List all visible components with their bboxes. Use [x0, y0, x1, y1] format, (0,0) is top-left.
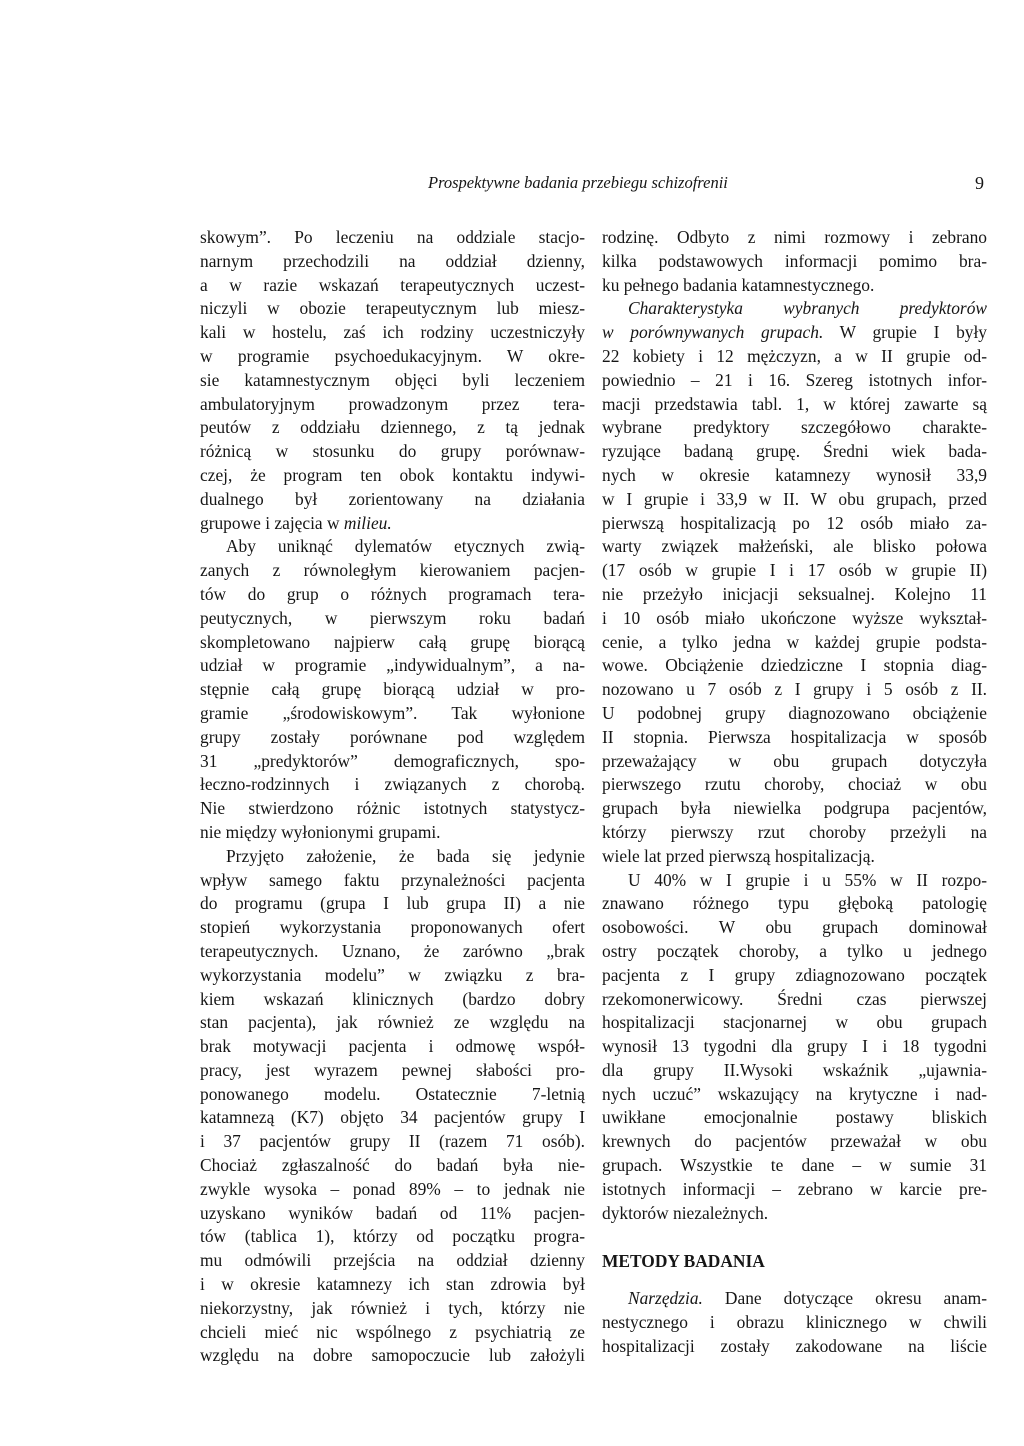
paragraph-start: U 40% w I grupie i u 55% w II rozpo-	[628, 869, 987, 890]
text-line: skompletowano najpierw całą grupę biorącą	[200, 631, 585, 652]
text-line: sie katamnestycznym objęci byli leczeniem	[200, 369, 585, 390]
subsection-title: Narzędzia.	[628, 1288, 703, 1309]
page-number: 9	[975, 173, 984, 193]
text-line: grupach była niewielka podgrupa pacjentów,	[602, 798, 987, 819]
subsection-title: Charakterystyka wybranych predyktorów	[628, 298, 987, 319]
text-line: grupach. Wszystkie te dane – w sumie 31	[602, 1155, 987, 1176]
text-line: dualnego był zorientowany na działania	[200, 488, 585, 509]
text-line: pierwszego rzutu choroby, chociaż w obu	[602, 774, 987, 795]
text-line: w programie psychoedukacyjnym. W okre-	[200, 345, 585, 366]
section-heading: METODY BADANIA	[602, 1251, 765, 1272]
text-line: Chociaż zgłaszalność do badań była nie-	[200, 1155, 585, 1176]
text-line: nestycznego i obrazu klinicznego w chwili	[602, 1312, 987, 1333]
text-line: udział w programie „indywidualnym”, a na-	[200, 655, 585, 676]
text-line	[602, 321, 987, 345]
text-line: do programu (grupa I lub grupa II) a nie	[200, 893, 585, 914]
text-line: i 37 pacjentów grupy II (razem 71 osób).	[200, 1131, 585, 1152]
text-line: uzyskano wyników badań od 11% pacjen-	[200, 1202, 585, 1223]
text-line: Nie stwierdzono różnic istotnych statystycz-	[200, 798, 585, 819]
text-line: niekorzystny, jak również i tych, którzy nie	[200, 1297, 585, 1318]
text-line: II stopnia. Pierwsza hospitalizacja w sposób	[602, 726, 987, 747]
text-line: pacjenta z I grupy zdiagnozowano początek	[602, 964, 987, 985]
text-line: hospitalizacji zostały zakodowane na liście	[602, 1336, 987, 1357]
text-line: powiednio – 21 i 16. Szereg istotnych infor-	[602, 369, 987, 390]
text-line: którzy pierwszy rzut choroby przeżyli na	[602, 821, 987, 842]
text-line: (17 osób w grupie I i 17 osób w grupie II)	[602, 560, 987, 581]
text-line: a w razie wskazań terapeutycznych uczest-	[200, 274, 585, 295]
text-line: wynosił 13 tygodni dla grupy I i 18 tygodni	[602, 1036, 987, 1057]
paragraph-start: Przyjęto założenie, że bada się jedynie	[226, 845, 585, 866]
text-line: mu odmówili przejścia na oddział dzienny	[200, 1250, 585, 1271]
text-line: rodzinę. Odbyto z nimi rozmowy i zebrano	[602, 227, 987, 247]
text-line: wykorzystania modelu” w związku z bra-	[200, 964, 585, 985]
text-line: osobowości. W obu grupach dominował	[602, 917, 987, 938]
text-line: grupy zostały porównane pod względem	[200, 726, 585, 747]
text-line: zwykle wysoka – ponad 89% – to jednak nie	[200, 1178, 585, 1199]
text-line: wybrane predyktory szczegółowo charakte-	[602, 417, 987, 438]
text-line: pierwszą hospitalizacją po 12 osób miało za-	[602, 512, 987, 533]
text-line: cenie, a tylko jedna w każdej grupie podsta-	[602, 631, 987, 652]
italic-term: milieu.	[343, 512, 392, 533]
text-line: istotnych informacji – zebrano w karcie pre-	[602, 1178, 987, 1199]
text-fragment: Dane dotyczące okresu anam-	[702, 1288, 987, 1309]
text-line: peutów z oddziału dziennego, z tą jednak	[200, 417, 585, 438]
text-line: pracy, jest wyrazem pewnej słabości pro-	[200, 1059, 585, 1080]
text-line: narnym przechodzili na oddział dzienny,	[200, 250, 585, 271]
text-line: kilka podstawowych informacji pomimo bra-	[602, 250, 987, 271]
text-line: hospitalizacji stacjonarnej w obu grupach	[602, 1012, 987, 1033]
text-line: wpływ samego faktu przynależności pacjenta	[200, 869, 585, 890]
text-line: dla grupy II.Wysoki wskaźnik „ujawnia-	[602, 1059, 987, 1080]
text-line: krewnych do pacjentów przeważał w obu	[602, 1131, 987, 1152]
text-line: łeczno-rodzinnych i związanych z chorobą.	[200, 774, 585, 795]
text-line: nych w okresie katamnezy wynosił 33,9	[602, 464, 987, 485]
text-line: ryzujące badaną grupę. Średni wiek bada-	[602, 441, 987, 462]
text-line: ostry początek choroby, a tylko u jednego	[602, 940, 987, 961]
left-column	[200, 226, 585, 1368]
text-line: tów (tablica 1), którzy od początku progra-	[200, 1226, 585, 1247]
text-line: katamnezą (K7) objęto 34 pacjentów grupy I	[200, 1107, 585, 1128]
text-line: czej, że program ten obok kontaktu indywi-	[200, 464, 585, 485]
text-line: stan pacjenta), jak również ze względu na	[200, 1012, 585, 1033]
text-line: wiele lat przed pierwszą hospitalizacją.	[602, 845, 875, 866]
text-line: kiem wskazań klinicznych (bardzo dobry	[200, 988, 585, 1009]
text-line	[200, 512, 585, 536]
text-line: niczyli w obozie terapeutycznym lub miesz-	[200, 298, 585, 319]
text-line: rzekomonerwicowy. Średni czas pierwszej	[602, 988, 987, 1009]
running-title: Prospektywne badania przebiegu schizofrenii	[428, 173, 728, 192]
text-line: chcieli mieć nic wspólnego z psychiatrią ze	[200, 1321, 585, 1342]
text-line: U podobnej grupy diagnozowano obciążenie	[602, 702, 987, 723]
text-line: 31 „predyktorów” demograficznych, spo-	[200, 750, 585, 771]
text-line: nie przeżyło inicjacji seksualnej. Kolejno 11	[602, 583, 987, 604]
text-line: nozowano u 7 osób z I grupy i 5 osób z II.	[602, 679, 987, 700]
text-line: wowe. Obciążenie dziedziczne I stopnia diag-	[602, 655, 987, 676]
text-line: w I grupie i 33,9 w II. W obu grupach, przed	[602, 488, 987, 509]
text-line: skowym”. Po leczeniu na oddziale stacjo-	[200, 227, 585, 247]
text-line: i 10 osób miało ukończone wyższe wykształ-	[602, 607, 987, 628]
text-line: stopień wykorzystania proponowanych ofert	[200, 917, 585, 938]
text-line: brak motywacji pacjenta i odmowę współ-	[200, 1036, 585, 1057]
text-line: różnicą w stosunku do grupy porównaw-	[200, 441, 585, 462]
text-line: warty związek małżeński, ale blisko połowa	[602, 536, 987, 557]
text-line: terapeutycznych. Uznano, że zarówno „brak	[200, 940, 585, 961]
text-line: peutycznych, w pierwszym roku badań	[200, 607, 585, 628]
text-line: 22 kobiety i 12 mężczyzn, a w II grupie od-	[602, 345, 987, 366]
text-line: nych uczuć” wskazujący na krytyczne i nad-	[602, 1083, 987, 1104]
text-line	[602, 1287, 987, 1311]
running-header	[200, 170, 992, 198]
text-line: uwikłane emocjonalnie postawy bliskich	[602, 1107, 987, 1128]
text-fragment: grupowe i zajęcia w	[200, 512, 344, 533]
right-column	[602, 226, 987, 1359]
text-line: ponowanego modelu. Ostatecznie 7-letnią	[200, 1083, 585, 1104]
text-line: względu na dobre samopoczucie lub założyli	[200, 1345, 585, 1366]
text-line: tów do grup o różnych programach tera-	[200, 583, 585, 604]
text-line: znawano różnego typu głęboką patologię	[602, 893, 987, 914]
text-line: przeważający w obu grupach dotyczyła	[602, 750, 987, 771]
text-line: macji przedstawia tabl. 1, w której zawarte są	[602, 393, 987, 414]
text-line: kali w hostelu, zaś ich rodziny uczestniczyły	[200, 322, 585, 343]
text-line: ku pełnego badania katamnestycznego.	[602, 274, 875, 295]
text-line: ambulatoryjnym prowadzonym przez tera-	[200, 393, 585, 414]
text-fragment: W grupie I były	[823, 322, 987, 343]
text-line: i w okresie katamnezy ich stan zdrowia był	[200, 1274, 585, 1295]
text-line: nie między wyłonionymi grupami.	[200, 821, 441, 842]
paragraph-start: Aby uniknąć dylematów etycznych zwią-	[226, 536, 585, 557]
text-line: stępnie całą grupę biorącą udział w pro-	[200, 679, 585, 700]
text-line: zanych z równoległym kierowaniem pacjen-	[200, 560, 585, 581]
text-line: dyktorów niezależnych.	[602, 1202, 769, 1223]
subsection-title-cont: w porównywanych grupach.	[602, 322, 824, 343]
text-line: gramie „środowiskowym”. Tak wyłonione	[200, 702, 585, 723]
